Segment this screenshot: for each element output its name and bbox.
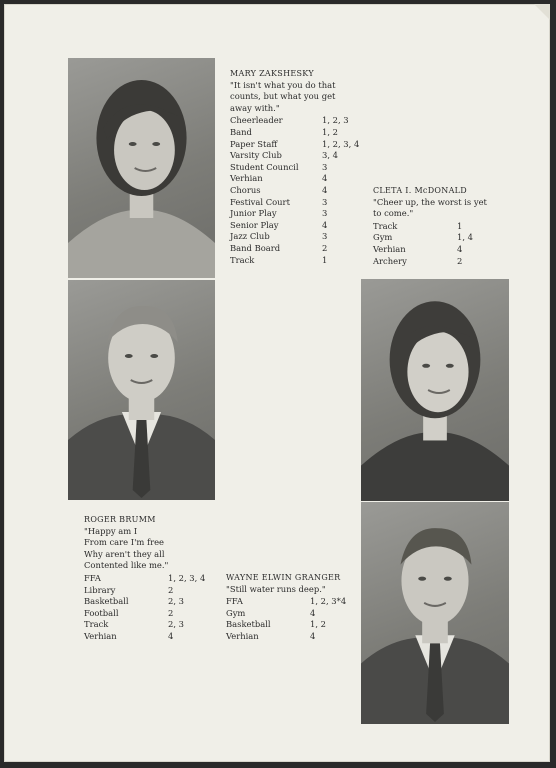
activity-label: Student Council <box>230 161 299 172</box>
activity-label: Track <box>84 619 109 630</box>
activity-years: 2, 3 <box>168 619 184 630</box>
activity-years: 3 <box>322 196 328 207</box>
activity-years: 1 <box>322 254 328 265</box>
student-quote-line: to come." <box>373 208 414 219</box>
page-corner <box>534 4 550 20</box>
activity-label: Varsity Club <box>230 150 282 161</box>
activity-years: 2, 3 <box>168 596 184 607</box>
activity-years: 1, 2 <box>322 126 338 137</box>
student-quote-line: "Happy am I <box>84 525 138 536</box>
activity-years: 4 <box>322 219 328 230</box>
student-name: WAYNE ELWIN GRANGER <box>226 573 341 582</box>
bio-cleta-mcdonald <box>373 185 531 267</box>
activity-years: 1 <box>457 220 463 231</box>
student-quote-line: Contented like me." <box>84 560 169 571</box>
activity-label: Track <box>373 220 398 231</box>
activity-label: Basketball <box>226 619 271 630</box>
activity-label: Basketball <box>84 596 129 607</box>
activity-label: Football <box>84 607 119 618</box>
student-name: MARY ZAKSHESKY <box>230 69 314 78</box>
activity-years: 3 <box>322 161 328 172</box>
activity-label: Junior Play <box>230 208 277 219</box>
activity-years: 1, 2, 3, 4 <box>168 572 206 583</box>
activity-years: 1, 2, 3 <box>322 115 349 126</box>
activity-label: Jazz Club <box>230 231 270 242</box>
yearbook-page <box>4 4 550 762</box>
activity-years: 3 <box>322 231 328 242</box>
photo-roger-brumm <box>68 280 215 500</box>
student-name: ROGER BRUMM <box>84 515 156 524</box>
activity-years: 2 <box>322 242 328 253</box>
activity-years: 1, 2, 3*4 <box>310 596 347 607</box>
activity-years: 4 <box>322 173 328 184</box>
activity-list <box>226 596 384 642</box>
activity-label: FFA <box>84 572 101 583</box>
activity-years: 4 <box>168 630 174 641</box>
activity-years: 2 <box>168 607 174 618</box>
activity-label: Gym <box>226 607 246 618</box>
activity-label: Band Board <box>230 242 281 253</box>
activity-label: Verhian <box>230 173 263 184</box>
activity-years: 1, 4 <box>457 232 473 243</box>
activity-label: Senior Play <box>230 219 279 230</box>
student-quote-line: away with." <box>230 102 280 113</box>
student-quote-line: Why aren't they all <box>84 548 165 559</box>
activity-list <box>84 573 242 643</box>
activity-years: 4 <box>457 243 463 254</box>
activity-label: Chorus <box>230 184 261 195</box>
activity-label: Festival Court <box>230 196 290 207</box>
student-quote-line: "Still water runs deep." <box>226 583 326 594</box>
photo-mary-zakshesky <box>68 58 215 278</box>
activity-years: 1, 2, 3, 4 <box>322 138 360 149</box>
activity-label: Verhian <box>84 630 117 641</box>
activity-label: Verhian <box>226 630 259 641</box>
activity-label: Gym <box>373 232 393 243</box>
photo-cleta-mcdonald <box>361 279 509 501</box>
portrait-figure <box>68 280 215 500</box>
activity-years: 2 <box>457 255 463 266</box>
student-quote-line: "It isn't what you do that <box>230 79 336 90</box>
activity-label: FFA <box>226 596 243 607</box>
activity-years: 4 <box>310 607 316 618</box>
activity-label: Track <box>230 254 255 265</box>
bio-wayne-granger <box>226 572 384 643</box>
activity-label: Paper Staff <box>230 138 278 149</box>
activity-years: 4 <box>310 630 316 641</box>
student-quote-line: "Cheer up, the worst is yet <box>373 196 487 207</box>
portrait-figure <box>68 58 215 278</box>
activity-list <box>373 221 531 267</box>
student-quote-line: counts, but what you get <box>230 91 336 102</box>
activity-list <box>230 115 390 266</box>
activity-years: 4 <box>322 184 328 195</box>
activity-label: Verhian <box>373 243 406 254</box>
activity-years: 2 <box>168 584 174 595</box>
portrait-figure <box>361 279 509 501</box>
activity-label: Band <box>230 126 252 137</box>
activity-years: 3 <box>322 208 328 219</box>
activity-years: 1, 2 <box>310 619 326 630</box>
activity-years: 3, 4 <box>322 150 338 161</box>
bio-mary-zakshesky <box>230 68 390 266</box>
activity-label: Library <box>84 584 116 595</box>
activity-label: Archery <box>373 255 407 266</box>
student-name: CLETA I. McDONALD <box>373 186 467 195</box>
activity-label: Cheerleader <box>230 115 283 126</box>
student-quote-line: From care I'm free <box>84 537 164 548</box>
bio-roger-brumm <box>84 514 242 643</box>
